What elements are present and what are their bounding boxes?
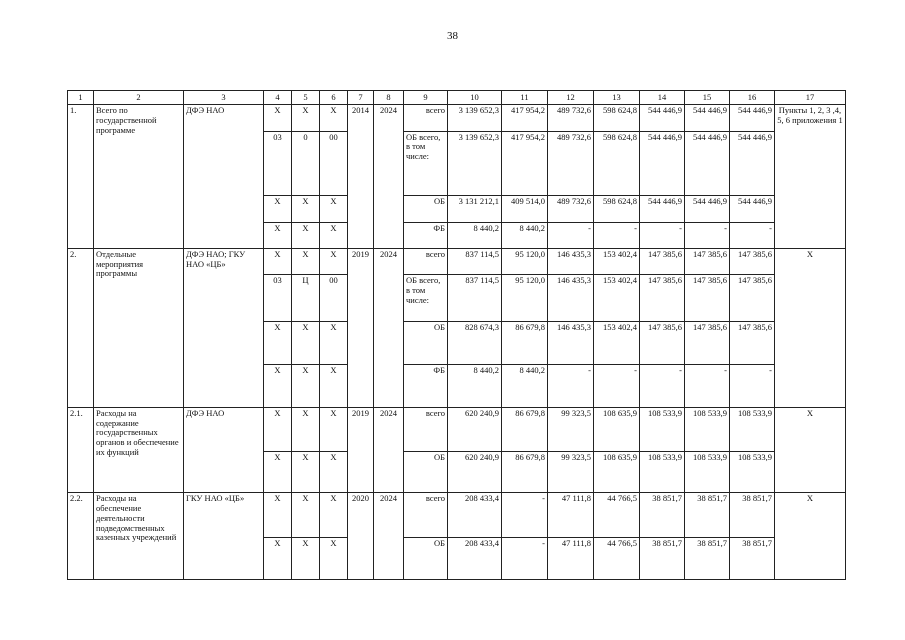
- code-col4: Х: [264, 365, 292, 408]
- column-header: 1: [68, 91, 94, 105]
- year-start: 2019: [348, 248, 374, 407]
- amount-cell: 620 240,9: [448, 451, 502, 493]
- code-col4: Х: [264, 248, 292, 274]
- amount-cell: 544 446,9: [730, 196, 775, 222]
- code-col6: Х: [320, 196, 348, 222]
- code-col5: 0: [292, 131, 320, 196]
- column-header: 9: [404, 91, 448, 105]
- amount-cell: -: [730, 365, 775, 408]
- code-col4: 03: [264, 275, 292, 322]
- funding-source: ФБ: [404, 365, 448, 408]
- amount-cell: -: [594, 222, 640, 248]
- year-start: 2014: [348, 105, 374, 249]
- amount-cell: -: [548, 365, 594, 408]
- column-header: 8: [374, 91, 404, 105]
- code-col6: 00: [320, 131, 348, 196]
- amount-cell: 38 851,7: [640, 538, 685, 580]
- code-col4: Х: [264, 538, 292, 580]
- amount-cell: 108 533,9: [685, 407, 730, 451]
- amount-cell: 146 435,3: [548, 248, 594, 274]
- note: Х: [775, 248, 846, 407]
- amount-cell: 99 323,5: [548, 407, 594, 451]
- code-col6: Х: [320, 407, 348, 451]
- amount-cell: 95 120,0: [502, 275, 548, 322]
- year-end: 2024: [374, 493, 404, 580]
- amount-cell: 3 131 212,1: [448, 196, 502, 222]
- year-end: 2024: [374, 407, 404, 493]
- amount-cell: 409 514,0: [502, 196, 548, 222]
- year-end: 2024: [374, 248, 404, 407]
- amount-cell: 153 402,4: [594, 322, 640, 365]
- amount-cell: -: [685, 365, 730, 408]
- program-name: Расходы на содержание государственных органов и обеспечение их функций: [94, 407, 184, 493]
- amount-cell: 108 635,9: [594, 451, 640, 493]
- amount-cell: 146 435,3: [548, 322, 594, 365]
- amount-cell: 147 385,6: [685, 322, 730, 365]
- note: Пункты 1, 2, 3 ,4, 5, 6 приложения 1: [775, 105, 846, 249]
- funding-source: ОБ: [404, 196, 448, 222]
- note: Х: [775, 493, 846, 580]
- code-col5: Х: [292, 365, 320, 408]
- row-number: 1.: [68, 105, 94, 249]
- funding-source: всего: [404, 407, 448, 451]
- funding-source: всего: [404, 248, 448, 274]
- column-header: 5: [292, 91, 320, 105]
- code-col4: Х: [264, 451, 292, 493]
- amount-cell: 598 624,8: [594, 196, 640, 222]
- program-name: Расходы на обеспечение деятельности подведомственных казенных учреждений: [94, 493, 184, 580]
- amount-cell: 38 851,7: [685, 493, 730, 538]
- amount-cell: 146 435,3: [548, 275, 594, 322]
- code-col6: 00: [320, 275, 348, 322]
- amount-cell: 489 732,6: [548, 131, 594, 196]
- code-col6: Х: [320, 365, 348, 408]
- funding-source: всего: [404, 105, 448, 131]
- code-col5: Х: [292, 493, 320, 538]
- funding-source: ОБ: [404, 451, 448, 493]
- amount-cell: 147 385,6: [730, 322, 775, 365]
- amount-cell: 147 385,6: [640, 322, 685, 365]
- amount-cell: 147 385,6: [730, 275, 775, 322]
- column-header: 7: [348, 91, 374, 105]
- code-col6: Х: [320, 538, 348, 580]
- amount-cell: -: [730, 222, 775, 248]
- funding-source: всего: [404, 493, 448, 538]
- amount-cell: 489 732,6: [548, 105, 594, 131]
- table-row: [68, 105, 846, 131]
- code-col6: Х: [320, 248, 348, 274]
- amount-cell: 544 446,9: [685, 131, 730, 196]
- amount-cell: 95 120,0: [502, 248, 548, 274]
- amount-cell: -: [502, 493, 548, 538]
- code-col5: Х: [292, 451, 320, 493]
- executor: ГКУ НАО «ЦБ»: [184, 493, 264, 580]
- funding-source: ОБ: [404, 538, 448, 580]
- column-header: 15: [685, 91, 730, 105]
- amount-cell: 86 679,8: [502, 451, 548, 493]
- column-header: 11: [502, 91, 548, 105]
- amount-cell: 544 446,9: [730, 131, 775, 196]
- amount-cell: 108 533,9: [640, 451, 685, 493]
- year-start: 2019: [348, 407, 374, 493]
- amount-cell: 8 440,2: [448, 365, 502, 408]
- amount-cell: 108 533,9: [730, 407, 775, 451]
- page-number: 38: [447, 30, 458, 42]
- amount-cell: 544 446,9: [640, 196, 685, 222]
- row-number: 2.: [68, 248, 94, 407]
- column-header: 16: [730, 91, 775, 105]
- amount-cell: 47 111,8: [548, 538, 594, 580]
- column-header: 2: [94, 91, 184, 105]
- table-row: [68, 248, 846, 274]
- amount-cell: -: [640, 365, 685, 408]
- note: Х: [775, 407, 846, 493]
- table-row: [68, 407, 846, 451]
- amount-cell: 544 446,9: [685, 196, 730, 222]
- code-col6: Х: [320, 451, 348, 493]
- amount-cell: 44 766,5: [594, 493, 640, 538]
- funding-source: ОБ: [404, 322, 448, 365]
- code-col6: Х: [320, 322, 348, 365]
- amount-cell: 598 624,8: [594, 131, 640, 196]
- code-col5: Х: [292, 196, 320, 222]
- amount-cell: 108 635,9: [594, 407, 640, 451]
- amount-cell: 153 402,4: [594, 275, 640, 322]
- table-row: [68, 493, 846, 538]
- amount-cell: 417 954,2: [502, 105, 548, 131]
- amount-cell: 153 402,4: [594, 248, 640, 274]
- code-col5: Х: [292, 105, 320, 131]
- amount-cell: -: [685, 222, 730, 248]
- amount-cell: 8 440,2: [448, 222, 502, 248]
- year-end: 2024: [374, 105, 404, 249]
- funding-source: ОБ всего, в том числе:: [404, 275, 448, 322]
- code-col4: Х: [264, 196, 292, 222]
- column-header: 13: [594, 91, 640, 105]
- column-header: 12: [548, 91, 594, 105]
- header-row: [68, 91, 846, 105]
- amount-cell: 147 385,6: [685, 248, 730, 274]
- amount-cell: 108 533,9: [685, 451, 730, 493]
- amount-cell: -: [548, 222, 594, 248]
- amount-cell: 620 240,9: [448, 407, 502, 451]
- amount-cell: 86 679,8: [502, 407, 548, 451]
- code-col4: Х: [264, 105, 292, 131]
- amount-cell: 86 679,8: [502, 322, 548, 365]
- amount-cell: -: [640, 222, 685, 248]
- amount-cell: 108 533,9: [730, 451, 775, 493]
- amount-cell: 108 533,9: [640, 407, 685, 451]
- amount-cell: 598 624,8: [594, 105, 640, 131]
- amount-cell: 147 385,6: [730, 248, 775, 274]
- amount-cell: 8 440,2: [502, 365, 548, 408]
- code-col4: Х: [264, 407, 292, 451]
- row-number: 2.1.: [68, 407, 94, 493]
- amount-cell: -: [594, 365, 640, 408]
- amount-cell: 489 732,6: [548, 196, 594, 222]
- amount-cell: -: [502, 538, 548, 580]
- code-col4: Х: [264, 493, 292, 538]
- code-col6: Х: [320, 105, 348, 131]
- funding-source: ФБ: [404, 222, 448, 248]
- executor: ДФЭ НАО: [184, 407, 264, 493]
- amount-cell: 3 139 652,3: [448, 131, 502, 196]
- program-name: Отдельные мероприятия программы: [94, 248, 184, 407]
- column-header: 4: [264, 91, 292, 105]
- column-header: 14: [640, 91, 685, 105]
- amount-cell: 99 323,5: [548, 451, 594, 493]
- code-col6: Х: [320, 493, 348, 538]
- amount-cell: 47 111,8: [548, 493, 594, 538]
- amount-cell: 38 851,7: [730, 538, 775, 580]
- column-header: 17: [775, 91, 846, 105]
- column-header: 10: [448, 91, 502, 105]
- year-start: 2020: [348, 493, 374, 580]
- amount-cell: 208 433,4: [448, 493, 502, 538]
- code-col5: Х: [292, 248, 320, 274]
- amount-cell: 837 114,5: [448, 275, 502, 322]
- amount-cell: 147 385,6: [640, 248, 685, 274]
- amount-cell: 147 385,6: [685, 275, 730, 322]
- column-header: 6: [320, 91, 348, 105]
- column-header: 3: [184, 91, 264, 105]
- amount-cell: 208 433,4: [448, 538, 502, 580]
- funding-source: ОБ всего, в том числе:: [404, 131, 448, 196]
- amount-cell: 147 385,6: [640, 275, 685, 322]
- amount-cell: 417 954,2: [502, 131, 548, 196]
- code-col5: Х: [292, 222, 320, 248]
- budget-table: [67, 90, 846, 580]
- amount-cell: 38 851,7: [730, 493, 775, 538]
- amount-cell: 44 766,5: [594, 538, 640, 580]
- program-name: Всего по государственной программе: [94, 105, 184, 249]
- code-col5: Х: [292, 322, 320, 365]
- code-col5: Ц: [292, 275, 320, 322]
- executor: ДФЭ НАО; ГКУ НАО «ЦБ»: [184, 248, 264, 407]
- amount-cell: 828 674,3: [448, 322, 502, 365]
- amount-cell: 544 446,9: [640, 131, 685, 196]
- amount-cell: 837 114,5: [448, 248, 502, 274]
- code-col4: Х: [264, 322, 292, 365]
- executor: ДФЭ НАО: [184, 105, 264, 249]
- code-col4: 03: [264, 131, 292, 196]
- amount-cell: 3 139 652,3: [448, 105, 502, 131]
- amount-cell: 544 446,9: [685, 105, 730, 131]
- code-col5: Х: [292, 538, 320, 580]
- code-col6: Х: [320, 222, 348, 248]
- amount-cell: 544 446,9: [640, 105, 685, 131]
- amount-cell: 38 851,7: [685, 538, 730, 580]
- amount-cell: 38 851,7: [640, 493, 685, 538]
- amount-cell: 544 446,9: [730, 105, 775, 131]
- amount-cell: 8 440,2: [502, 222, 548, 248]
- code-col5: Х: [292, 407, 320, 451]
- code-col4: Х: [264, 222, 292, 248]
- row-number: 2.2.: [68, 493, 94, 580]
